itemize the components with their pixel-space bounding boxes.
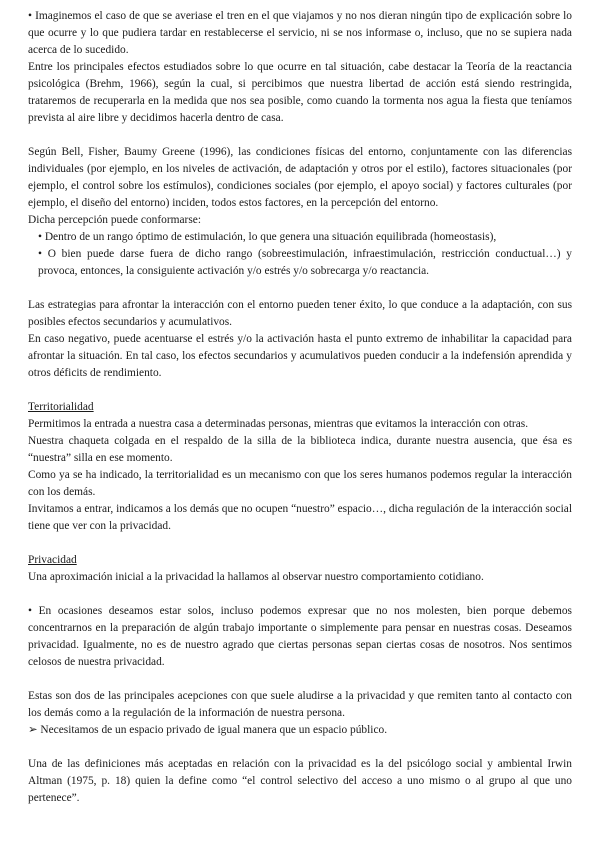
- privacy-paragraph-4: ➢ Necesitamos de un espacio privado de igual manera que un espacio público.: [28, 724, 388, 736]
- strategies-paragraph-2: En caso negativo, puede acentuarse el estrés y/o la activación hasta el punto extremo de inhabilitar la capacidad para afrontar la situación. En tal caso, los efectos secundarios y acumulativos pueden conducir a la indefensión aprendida y otros déficits de rendimiento.: [28, 333, 572, 379]
- intro-paragraph-2: Entre los principales efectos estudiados sobre lo que ocurre en tal situación, cabe destacar la Teoría de la reactancia psicológica (Brehm, 1966), según la cual, si percibimos que nuestra libertad de acción está siendo restringida, trataremos de recuperarla en la medida que nos sea posible, como cuando la tormenta nos agua la fiesta que teníamos prevista al aire libre y decidimos hacerla dentro de casa.: [28, 61, 572, 124]
- strategies-paragraph-1: Las estrategias para afrontar la interacción con el entorno pueden tener éxito, lo que conduce a la adaptación, con sus posibles efectos secundarios y acumulativos.: [28, 299, 572, 328]
- territoriality-paragraph-2: Nuestra chaqueta colgada en el respaldo de la silla de la biblioteca indica, durante nuestra ausencia, que ésa es “nuestra” silla en ese momento.: [28, 435, 572, 464]
- territoriality-heading: Territorialidad: [28, 401, 94, 413]
- privacy-paragraph-1: Una aproximación inicial a la privacidad la hallamos al observar nuestro comportamiento cotidiano.: [28, 571, 484, 583]
- document-page: [28, 8, 572, 807]
- territoriality-paragraph-1: Permitimos la entrada a nuestra casa a determinadas personas, mientras que evitamos la interacción con otras.: [28, 418, 529, 430]
- privacy-paragraph-3: Estas son dos de las principales acepciones con que suele aludirse a la privacidad y que remiten tanto al contacto con los demás como a la regulación de la información de nuestra persona.: [28, 690, 572, 719]
- privacy-paragraph-5: Una de las definiciones más aceptadas en relación con la privacidad es la del psicólogo social y ambiental Irwin Altman (1975, p. 18) quien la define como “el control selectivo del acceso a uno mismo o al grupo al que uno pertenece”.: [28, 758, 572, 804]
- territoriality-paragraph-3: Como ya se ha indicado, la territorialidad es un mecanismo con que los seres humanos podemos regular la interacción con los demás.: [28, 469, 572, 498]
- territoriality-paragraph-4: Invitamos a entrar, indicamos a los demás que no ocupen “nuestro” espacio…, dicha regulación de la interacción social tiene que ver con la privacidad.: [28, 503, 572, 532]
- intro-paragraph-1: • Imaginemos el caso de que se averiase el tren en el que viajamos y no nos dieran ningún tipo de explicación sobre lo que ocurre y lo que pudiera tardar en restablecerse el servicio, ni se nos informase o, incluso, que no se supiera nada acerca de lo sucedido.: [28, 10, 572, 56]
- perception-bullet-1: • Dentro de un rango óptimo de estimulación, lo que genera una situación equilibrada (homeostasis),: [38, 231, 497, 243]
- privacy-heading: Privacidad: [28, 554, 77, 566]
- perception-bullet-2: • O bien puede darse fuera de dicho rango (sobreestimulación, infraestimulación, restricción conductual…) y provoca, entonces, la consiguiente activación y/o estrés y/o sobrecarga y/o reactancia.: [38, 248, 572, 277]
- bell-paragraph: Según Bell, Fisher, Baumy Greene (1996), las condiciones físicas del entorno, conjuntamente con las diferencias individuales (por ejemplo, en los niveles de activación, de adaptación y otros por el estilo), factores situacionales (por ejemplo, el control sobre los estímulos), condiciones sociales (por ejemplo, el apoyo social) y factores culturales (por ejemplo, el diseño del entorno) inciden, todos estos factores, en la percepción del entorno.: [28, 146, 572, 209]
- perception-intro: Dicha percepción puede conformarse:: [28, 214, 201, 226]
- privacy-paragraph-2: • En ocasiones deseamos estar solos, incluso podemos expresar que no nos molesten, bien porque debemos concentrarnos en la preparación de algún trabajo importante o simplemente para pensar en nuestras cosas. Deseamos privacidad. Igualmente, no es de nuestro agrado que ciertas personas sepan ciertas cosas de nosotros. Nos sentimos celosos de nuestra privacidad.: [28, 605, 572, 668]
